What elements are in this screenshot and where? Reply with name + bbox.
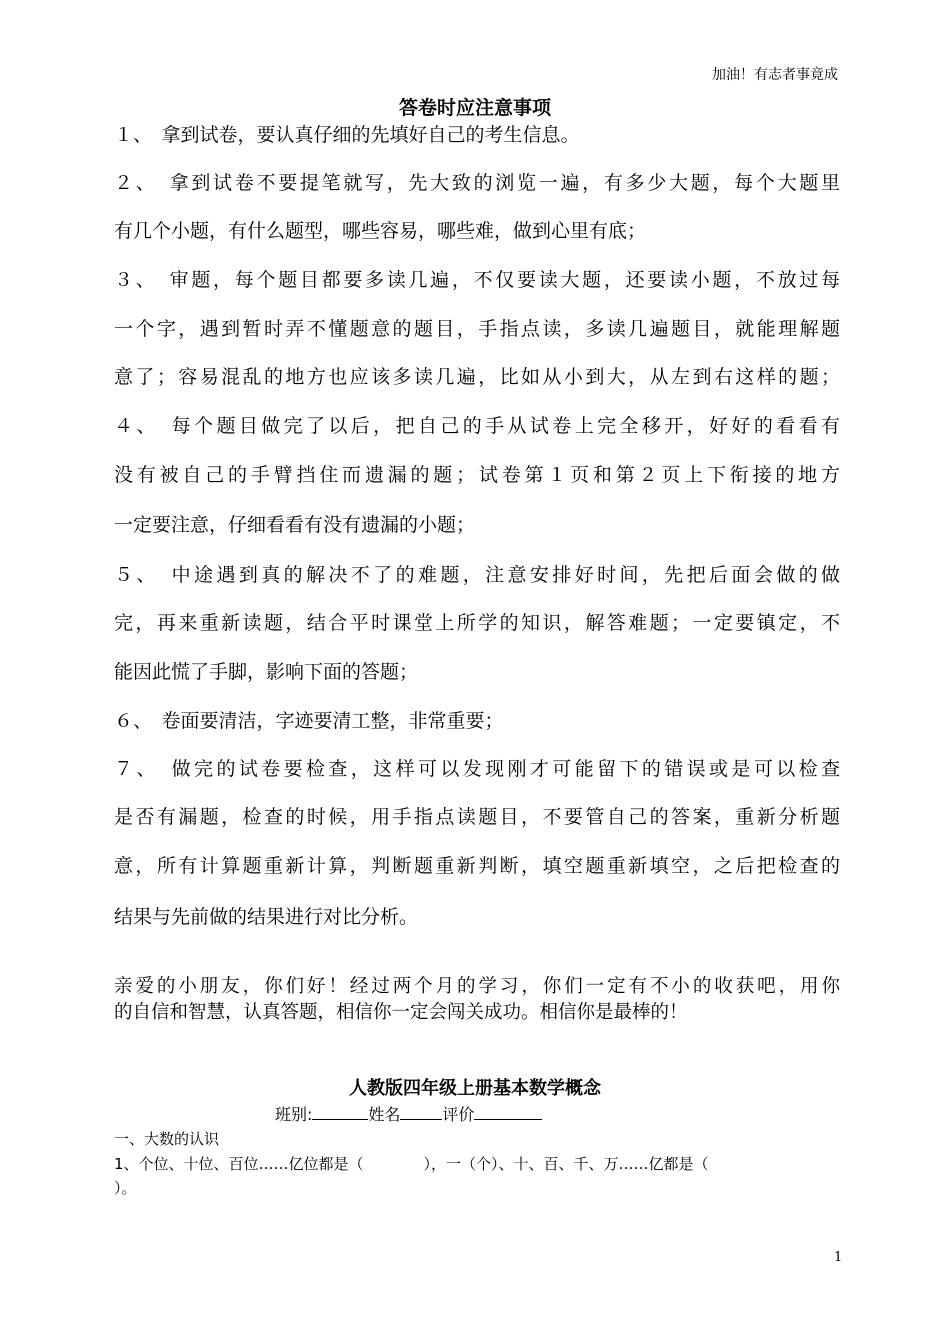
- note-line-6: 意了；容易混乱的地方也应该多读几遍，比如从小到大，从左到右这样的题；: [114, 366, 840, 388]
- name-label: 姓名: [368, 1105, 401, 1124]
- note-line-8: 没有被自己的手臂挡住而遗漏的题；试卷第１页和第２页上下衔接的地方: [114, 464, 840, 486]
- note-line-14: ７、 做完的试卷要检查，这样可以发现刚才可能留下的错误或是可以检查: [114, 758, 840, 780]
- note-line-15: 是否有漏题，检查的时候，用手指点读题目，不要管自己的答案，重新分析题: [114, 806, 840, 828]
- header-note: 加油！有志者事竟成: [712, 67, 838, 83]
- rating-blank[interactable]: [474, 1103, 542, 1120]
- greeting-line-2: 的自信和智慧，认真答题，相信你一定会闯关成功。相信你是最棒的！: [114, 1002, 688, 1023]
- class-label: 班别:: [275, 1105, 313, 1124]
- note-line-5: 一个字，遇到暂时弄不懂题意的题目，手指点读，多读几遍题目，就能理解题: [114, 318, 840, 340]
- question-1-line-2: ）。: [114, 1179, 137, 1197]
- greeting-line-1: 亲爱的小朋友，你们好！经过两个月的学习，你们一定有不小的收获吧，用你: [114, 976, 840, 997]
- page-number: 1: [834, 1250, 843, 1265]
- note-line-4: ３、 审题，每个题目都要多读几遍，不仅要读大题，还要读小题，不放过每: [114, 269, 840, 291]
- rating-label: 评价: [442, 1105, 475, 1124]
- name-blank[interactable]: [400, 1103, 442, 1120]
- page-title: 答卷时应注意事项: [398, 97, 551, 119]
- note-line-7: ４、 每个题目做完了以后，把自己的手从试卷上完全移开，好好的看看有: [114, 415, 840, 437]
- student-info-row: [275, 1102, 542, 1125]
- note-line-17: 结果与先前做的结果进行对比分析。: [114, 906, 419, 928]
- note-line-3: 有几个小题，有什么题型，哪些容易，哪些难，做到心里有底；: [114, 220, 647, 242]
- note-line-2: ２、 拿到试卷不要提笔就写，先大致的浏览一遍，有多少大题，每个大题里: [114, 172, 840, 194]
- note-line-10: ５、 中途遇到真的解决不了的难题，注意安排好时间，先把后面会做的做: [114, 564, 840, 586]
- section-title: 人教版四年级上册基本数学概念: [349, 1078, 601, 1099]
- class-blank[interactable]: [312, 1103, 368, 1120]
- section-heading: 一、大数的认识: [114, 1130, 220, 1148]
- note-line-13: ６、 卷面要清洁，字迹要清工整，非常重要；: [114, 710, 504, 732]
- note-line-12: 能因此慌了手脚，影响下面的答题；: [114, 661, 419, 683]
- question-1-line-1: 1、个位、十位、百位……亿位都是（ ），一（个）、十、百、千、万……亿都是（: [114, 1155, 709, 1173]
- note-line-16: 意，所有计算题重新计算，判断题重新判断，填空题重新填空，之后把检查的: [114, 855, 840, 877]
- note-line-1: １、 拿到试卷，要认真仔细的先填好自己的考生信息。: [114, 124, 580, 146]
- note-line-9: 一定要注意，仔细看看有没有遗漏的小题；: [114, 514, 476, 536]
- note-line-11: 完，再来重新读题，结合平时课堂上所学的知识，解答难题；一定要镇定，不: [114, 612, 840, 634]
